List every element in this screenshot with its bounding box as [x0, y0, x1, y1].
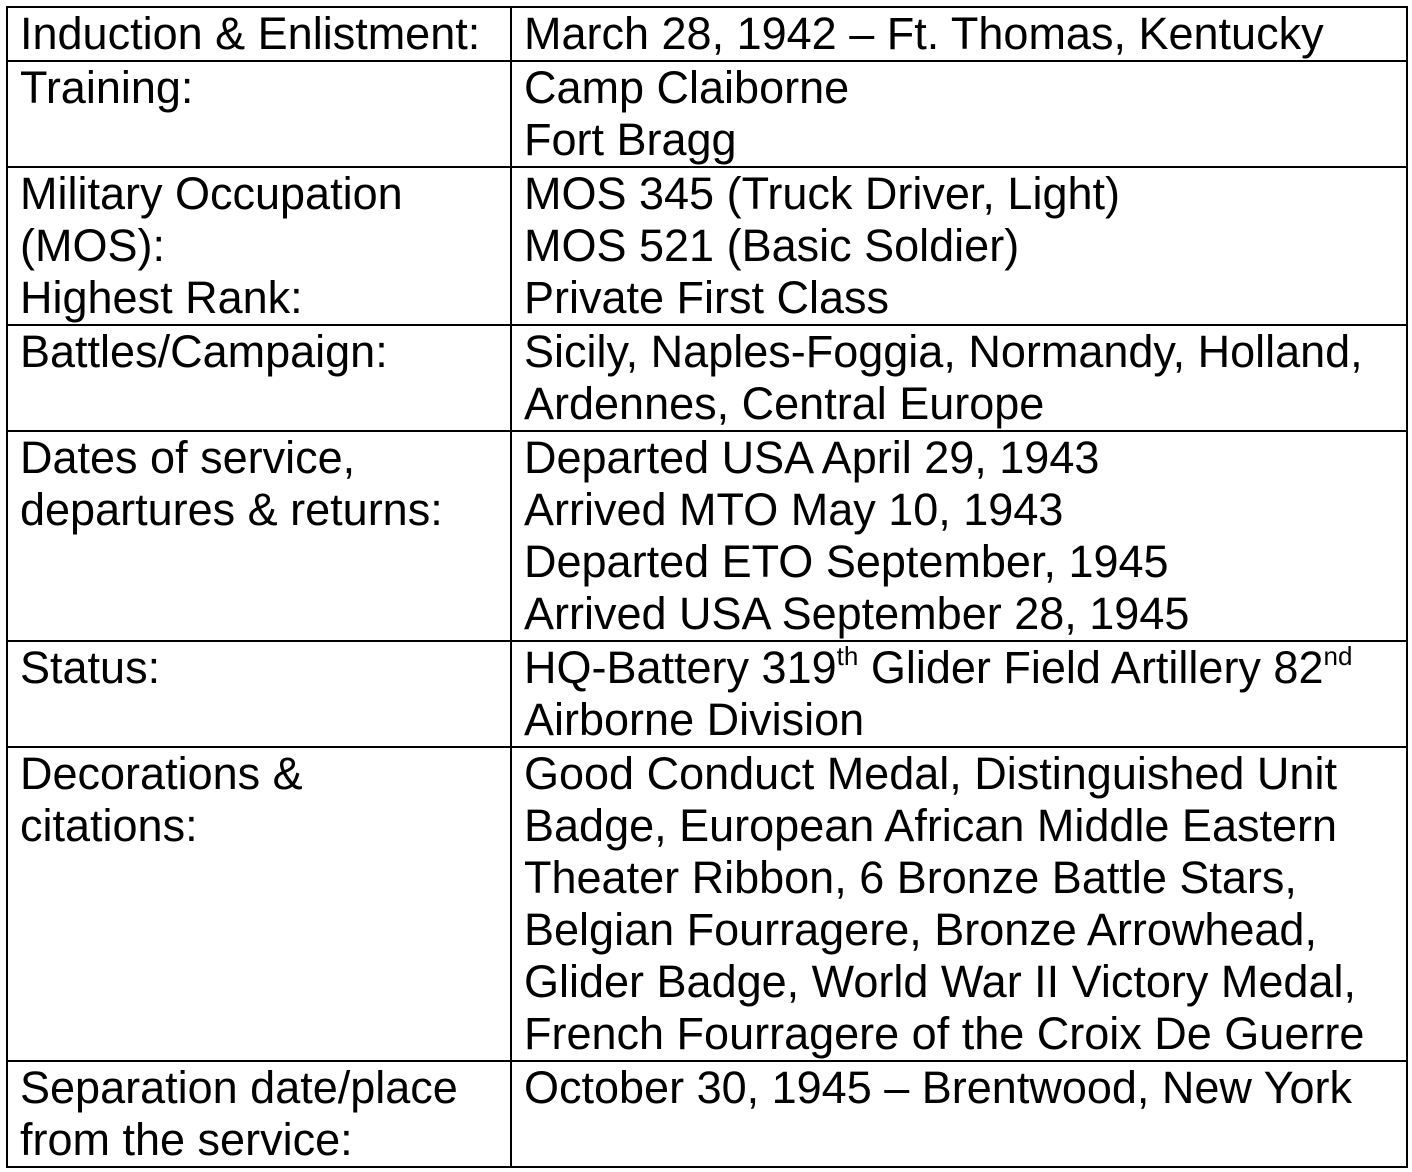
value-text: Fort Bragg — [524, 114, 737, 165]
table-row-decorations — [7, 747, 1407, 1061]
label-cell — [7, 641, 511, 747]
value-text: Departed USA April 29, 1943 — [524, 432, 1100, 483]
value-cell — [511, 431, 1407, 641]
service-record-table — [6, 6, 1408, 1168]
label-text: Decorations & — [20, 748, 303, 799]
table-row-dates — [7, 431, 1407, 641]
value-text: Airborne Division — [524, 694, 865, 745]
value-cell — [511, 1061, 1407, 1167]
label-text: departures & returns: — [20, 484, 443, 535]
value-text: MOS 345 (Truck Driver, Light) — [524, 168, 1120, 219]
value-text: Belgian Fourragere, Bronze Arrowhead, — [524, 904, 1317, 955]
value-text: French Fourragere of the Croix De Guerre — [524, 1008, 1365, 1059]
value-cell — [511, 7, 1407, 61]
table-row-training — [7, 61, 1407, 167]
value-cell — [511, 641, 1407, 747]
label-text: Training: — [20, 62, 194, 113]
value-text: Glider Badge, World War II Victory Medal, — [524, 956, 1356, 1007]
label-text: citations: — [20, 800, 198, 851]
table-row-status — [7, 641, 1407, 747]
value-text: Sicily, Naples-Foggia, Normandy, Holland, — [524, 326, 1363, 377]
value-text: HQ-Battery 319 — [524, 642, 837, 693]
value-text: Camp Claiborne — [524, 62, 850, 113]
value-cell — [511, 747, 1407, 1061]
label-text: Dates of service, — [20, 432, 356, 483]
value-text: March 28, 1942 – Ft. Thomas, Kentucky — [524, 8, 1324, 59]
label-cell — [7, 7, 511, 61]
label-cell — [7, 1061, 511, 1167]
label-cell — [7, 431, 511, 641]
label-text: Battles/Campaign: — [20, 326, 388, 377]
label-text: Status: — [20, 642, 161, 693]
value-line — [524, 642, 1402, 694]
label-cell — [7, 61, 511, 167]
value-text: Arrived USA September 28, 1945 — [524, 588, 1190, 639]
value-text: MOS 521 (Basic Soldier) — [524, 220, 1020, 271]
label-text: Highest Rank: — [20, 272, 303, 323]
value-text: October 30, 1945 – Brentwood, New York — [524, 1062, 1353, 1113]
label-cell — [7, 325, 511, 431]
value-cell — [511, 61, 1407, 167]
label-text: Separation date/place — [20, 1062, 458, 1113]
label-cell — [7, 167, 511, 325]
table-row-mos-rank — [7, 167, 1407, 325]
label-text: from the service: — [20, 1114, 353, 1165]
value-text: Badge, European African Middle Eastern — [524, 800, 1338, 851]
value-text: Private First Class — [524, 272, 890, 323]
value-text: Arrived MTO May 10, 1943 — [524, 484, 1064, 535]
label-cell — [7, 747, 511, 1061]
table-row-separation — [7, 1061, 1407, 1167]
value-text: Good Conduct Medal, Distinguished Unit — [524, 748, 1337, 799]
label-text: Military Occupation — [20, 168, 403, 219]
ordinal-suffix: th — [836, 641, 859, 671]
label-text: (MOS): — [20, 220, 165, 271]
value-text: Ardennes, Central Europe — [524, 378, 1045, 429]
label-text: Induction & Enlistment: — [20, 8, 481, 59]
value-cell — [511, 325, 1407, 431]
value-text: Departed ETO September, 1945 — [524, 536, 1169, 587]
table-row-battles — [7, 325, 1407, 431]
table-row-induction — [7, 7, 1407, 61]
value-cell — [511, 167, 1407, 325]
ordinal-suffix: nd — [1323, 641, 1353, 671]
value-text: Theater Ribbon, 6 Bronze Battle Stars, — [524, 852, 1297, 903]
value-text: Glider Field Artillery 82 — [858, 642, 1324, 693]
